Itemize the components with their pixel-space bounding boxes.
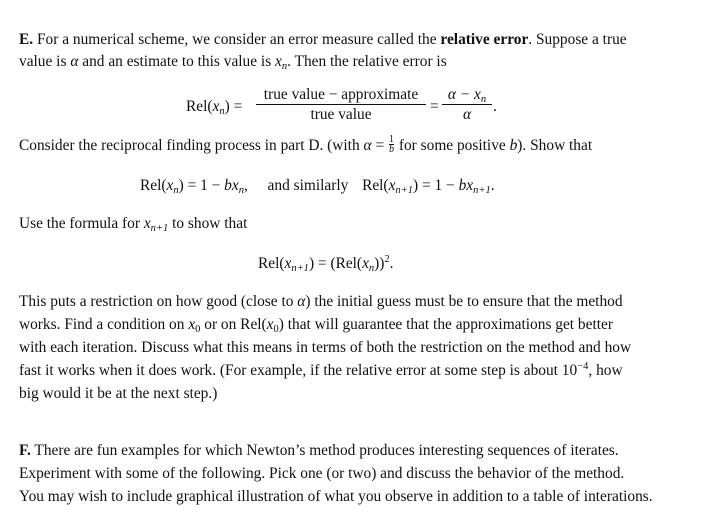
section-e-line-2: value is α and an estimate to this value is $x_n$. Then the relative error is (19, 53, 447, 72)
relative-error-term: relative error (440, 31, 529, 48)
para-line-3: with each iteration. Discuss what this means in terms of both the restriction on the method and how (19, 339, 632, 356)
fraction-alpha: $\alpha - x_n$ α (442, 85, 492, 125)
para-line-4: fast it works when it does work. (For example, if the relative error at some step is about $10^{-4}$, how (19, 361, 623, 379)
section-e-line-3: Consider the reciprocal finding process in part D. (with $\alpha = \frac{1}{b}$ for some positive b). Show that (19, 133, 593, 155)
section-f-label: F. (19, 442, 31, 459)
one-over-b: $\frac{1}{b}$ (389, 133, 394, 155)
rel-recurrence-formula: $Rel(x_n) = 1 - bx_n$, and similarly $Rel(x_{n+1}) = 1 - bx_{n+1}$. (140, 177, 495, 196)
para-line-1: This puts a restriction on how good (close to α) the initial guess must be to ensure that the method (19, 293, 623, 310)
section-f-line-2: Experiment with some of the following. Pick one (or two) and discuss the behavior of the method. (19, 465, 625, 482)
section-e-line-4: Use the formula for $x_{n+1}$ to show that (19, 215, 248, 234)
rel-square-formula: $Rel(x_{n+1}) = (Rel(x_n))^2$. (258, 254, 394, 274)
para-line-2: works. Find a condition on $x_0$ or on $Rel(x_0)$ that will guarantee that the approximations get better (19, 316, 613, 335)
section-f-line-1: F. There are fun examples for which Newton’s method produces interesting sequences of iterates. (19, 442, 619, 459)
fraction-true-value: true value − approximate true value (256, 85, 426, 125)
section-e-line-1: E. For a numerical scheme, we consider an error measure called the relative error. Suppose a true (19, 31, 627, 48)
document-page: E. For a numerical scheme, we consider an error measure called the relative error. Suppose a true value is α and an estimate to this value is $x_n$. Then the relative error is $Rel(x_n)$ = true value − approximate true value = $\alpha - x_n$ α . Consider the reciprocal finding process in part D. (with $\alpha = \frac{1}{b}$ for some positive b). Show that $Rel(x_n) = 1 - bx_n$, and similarly $Rel(x_{n+1}) = 1 - bx_{n+1}$. Use the formula for $x_{n+1}$ to show that $Rel(x_{n+1}) = (Rel(x_n))^2$. This puts a restriction on how good (close to α) the initial guess must be to ensure that the method works. Find a condition on $x_0$ or on $Rel(x_0)$ that will guarantee that the approximations get better with each iteration. Discuss what this means in terms of both the restriction on the method and how fast it works when it does work. (For example, if the relative error at some step is about $10^{-4}$, how big would it be at the next step.) F. There are fun examples for which Newton’s method produces interesting sequences of iterates. Experiment with some of the following. Pick one (or two) and discuss the behavior of the method. You may wish to include graphical illustration of what you observe in addition to a table of interations. (19, 31, 653, 505)
section-e-label: E. (19, 31, 34, 48)
section-f-line-3: You may wish to include graphical illustration of what you observe in addition to a table of interations. (19, 488, 653, 505)
para-line-5: big would it be at the next step.) (19, 385, 218, 402)
